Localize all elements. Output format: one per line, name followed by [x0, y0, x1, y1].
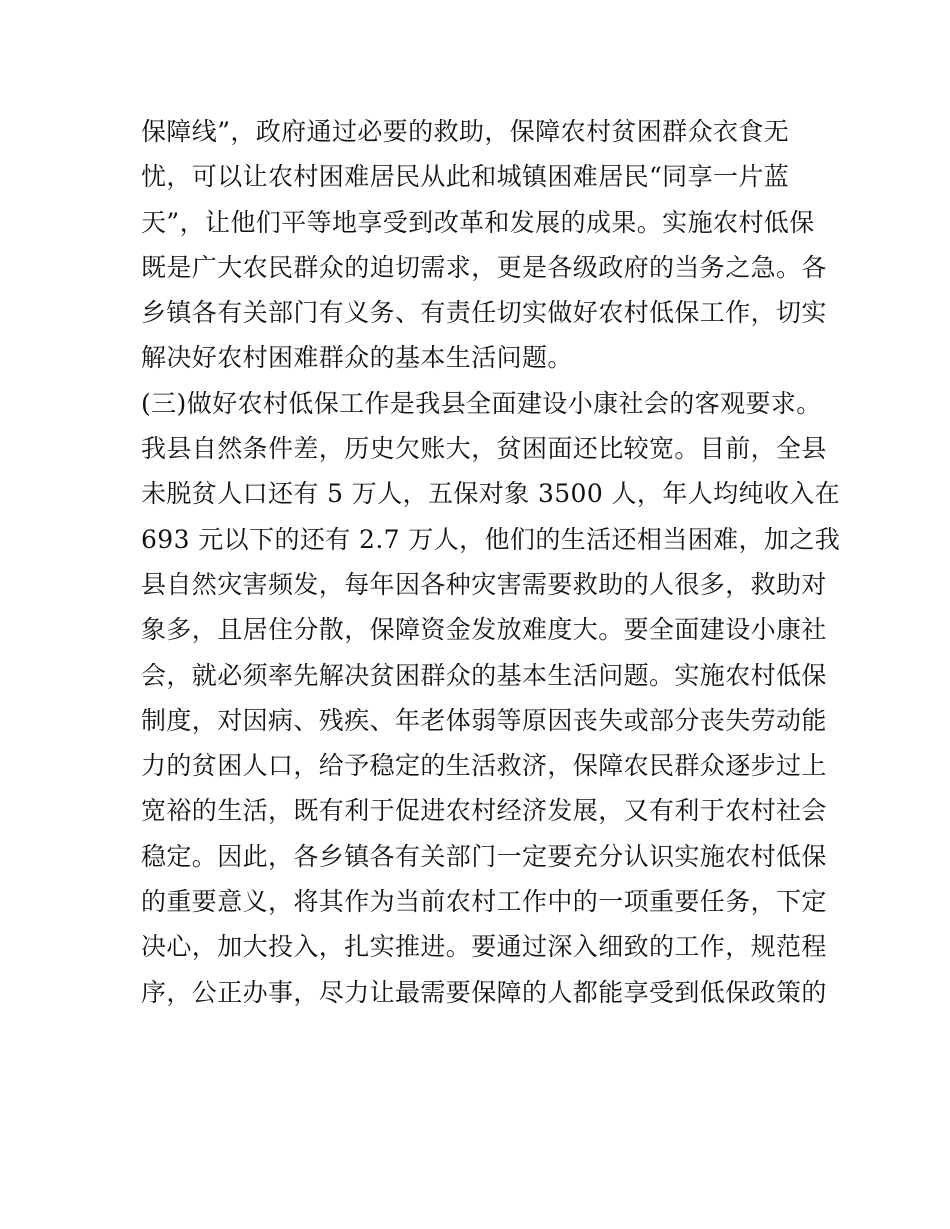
text-line: 会，就必须率先解决贫困群众的基本生活问题。实施农村低保 [141, 660, 827, 690]
section-heading-line: (三)做好农村低保工作是我县全面建设小康社会的客观要求。 [141, 388, 822, 418]
text-line: 县自然灾害频发，每年因各种灾害需要救助的人很多，救助对 [141, 569, 827, 599]
text-line: 保障线”，政府通过必要的救助，保障农村贫困群众衣食无 [141, 117, 790, 146]
text-line: 未脱贫人口还有 5 万人，五保对象 3500 人，年人均纯收入在 [141, 479, 841, 509]
body-text [141, 109, 841, 1015]
text-line: 既是广大农民群众的迫切需求，更是各级政府的当务之急。各 [141, 252, 827, 282]
text-line: 乡镇各有关部门有义务、有责任切实做好农村低保工作，切实 [141, 298, 827, 328]
text-line: 解决好农村困难群众的基本生活问题。 [141, 343, 573, 373]
text-line: 我县自然条件差，历史欠账大，贫困面还比较宽。目前，全县 [141, 434, 827, 464]
text-line: 忧，可以让农村困难居民从此和城镇困难居民“同享一片蓝 [141, 162, 790, 192]
text-line: 天”，让他们平等地享受到改革和发展的成果。实施农村低保 [141, 207, 815, 237]
text-line: 的重要意义，将其作为当前农村工作中的一项重要任务，下定 [141, 887, 827, 917]
text-line: 力的贫困人口，给予稳定的生活救济，保障农民群众逐步过上 [141, 751, 827, 781]
text-line: 稳定。因此，各乡镇各有关部门一定要充分认识实施农村低保 [141, 841, 827, 871]
text-line: 制度，对因病、残疾、年老体弱等原因丧失或部分丧失劳动能 [141, 705, 827, 735]
text-line: 序，公正办事，尽力让最需要保障的人都能享受到低保政策的 [141, 977, 827, 1007]
text-line: 决心，加大投入，扎实推进。要通过深入细致的工作，规范程 [141, 932, 827, 962]
text-line: 象多，且居住分散，保障资金发放难度大。要全面建设小康社 [141, 615, 827, 645]
text-line: 宽裕的生活，既有利于促进农村经济发展，又有利于农村社会 [141, 796, 827, 826]
text-line: 693 元以下的还有 2.7 万人，他们的生活还相当困难，加之我 [141, 524, 841, 554]
